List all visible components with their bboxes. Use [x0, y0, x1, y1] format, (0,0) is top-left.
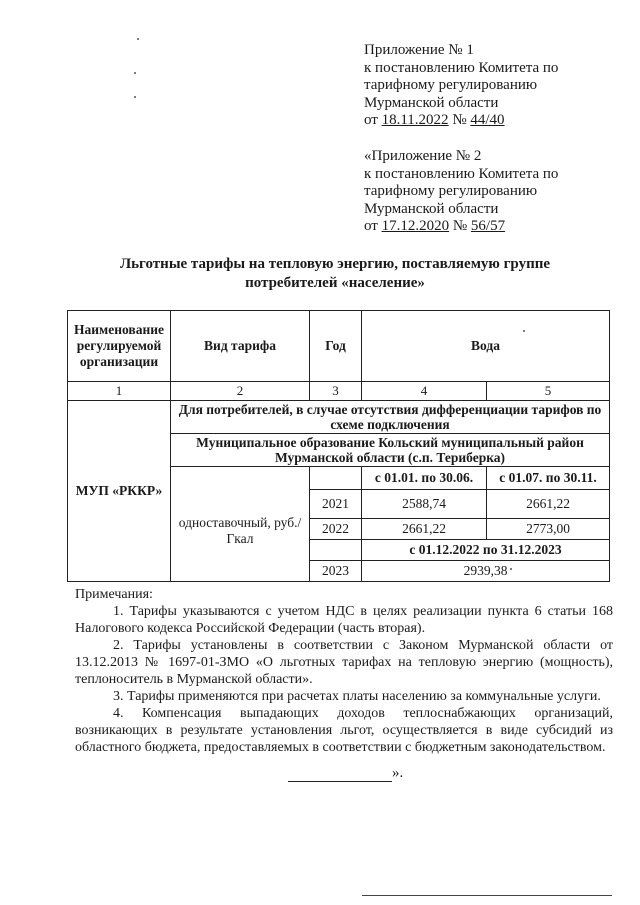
- note-item: 1. Тарифы указываются с учетом НДС в целях реализации пункта 6 статьи 168 Налогового кодекса Российской Федерации (часть вторая).: [75, 604, 613, 636]
- note-item: 2. Тарифы установлены в соответствии с Законом Мурманской области от 13.12.2013 № 1697-01-ЗМО «О льготных тарифах на тепловую энергию (мощность), теплоноситель в Мурманской области».: [75, 638, 613, 687]
- appendix-1-date: 18.11.2022: [381, 112, 449, 128]
- column-number: 3: [310, 382, 362, 401]
- appendix-1-line: Мурманской области: [364, 94, 499, 111]
- appendix-2-date: 17.12.2020: [381, 218, 450, 234]
- signature-line: [288, 769, 392, 782]
- appendix-2-line: к постановлению Комитета по: [364, 165, 559, 182]
- column-number-row: [68, 382, 610, 401]
- appendix-2-date-line: от 17.12.2020 № 56/57: [364, 218, 506, 234]
- section-municipality: Муниципальное образование Кольский муниципальный район Мурманской области (с.п. Териберка): [171, 434, 610, 467]
- column-number: 1: [68, 382, 171, 401]
- note-item: 4. Компенсация выпадающих доходов теплоснабжающих организаций, возникающих в результате установления льгот, осуществляется в виде субсидий из областного бюджета, предоставляемых в соответствии с бюджетным законодательством.: [75, 706, 613, 755]
- scan-speck: [137, 38, 139, 40]
- table-row: [68, 401, 610, 434]
- scan-speck: [523, 330, 525, 332]
- appendix-2-line: тарифному регулированию: [364, 183, 538, 199]
- period-2: с 01.07. по 30.11.: [487, 467, 610, 490]
- header-year: Год: [310, 311, 362, 382]
- year-cell: 2021: [310, 490, 362, 519]
- appendix-1-date-line: от 18.11.2022 № 44/40: [364, 112, 505, 128]
- column-number: 4: [362, 382, 487, 401]
- value-cell: 2939,38: [362, 561, 610, 582]
- notes-heading: Примечания:: [75, 587, 153, 602]
- appendix-2-number: 56/57: [470, 218, 506, 234]
- column-number: 2: [171, 382, 310, 401]
- organization-name: МУП «РККР»: [68, 401, 171, 582]
- table-header-row: [68, 311, 610, 382]
- scan-speck: [510, 568, 512, 570]
- period-1: с 01.01. по 30.06.: [362, 467, 487, 490]
- period-3: с 01.12.2022 по 31.12.2023: [362, 540, 610, 561]
- value-cell: 2661,22: [487, 490, 610, 519]
- scan-speck: [134, 96, 136, 98]
- year-cell: 2023: [310, 561, 362, 582]
- value-cell: 2661,22: [362, 519, 487, 540]
- bottom-rule: [362, 895, 612, 896]
- section-consumers: Для потребителей, в случае отсутствия дифференциации тарифов по схеме подключения: [171, 401, 610, 434]
- scan-speck: [134, 72, 136, 74]
- appendix-1-line: тарифному регулированию: [364, 77, 538, 93]
- appendix-2-title: «Приложение № 2: [364, 148, 482, 164]
- appendix-2-line: Мурманской области: [364, 200, 499, 217]
- notes-block: [75, 586, 613, 756]
- appendix-1-title: Приложение № 1: [364, 42, 474, 58]
- header-water: Вода: [362, 311, 610, 382]
- column-number: 5: [487, 382, 610, 401]
- appendix-1-line: к постановлению Комитета по: [364, 59, 559, 76]
- value-cell: 2588,74: [362, 490, 487, 519]
- appendix-1-number: 44/40: [470, 112, 505, 128]
- note-item: 3. Тарифы применяются при расчетах платы населению за коммунальные услуги.: [113, 689, 601, 704]
- value-cell: 2773,00: [487, 519, 610, 540]
- tariff-kind: одноставочный, руб./Гкал: [171, 467, 310, 582]
- header-tariff-type: Вид тарифа: [171, 311, 310, 382]
- header-org: Наименование регулируемой организации: [68, 311, 171, 382]
- document-title: Льготные тарифы на тепловую энергию, поставляемую группе потребителей «население»: [119, 256, 551, 291]
- appendix-2-block: [364, 148, 614, 236]
- year-cell: 2022: [310, 519, 362, 540]
- closing-mark: ».: [288, 765, 403, 782]
- tariff-table: [67, 310, 610, 582]
- appendix-1-block: [364, 42, 614, 130]
